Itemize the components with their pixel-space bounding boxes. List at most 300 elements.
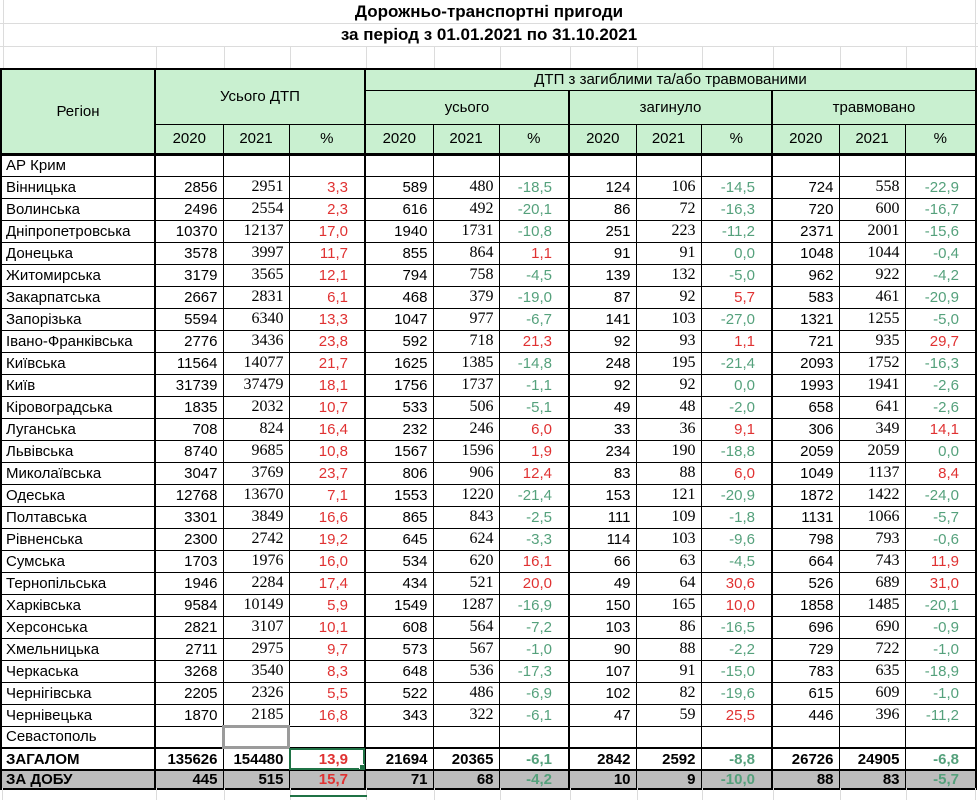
value-cell[interactable]: 90 (569, 638, 636, 660)
value-cell[interactable]: 91 (636, 660, 701, 682)
region-cell[interactable]: Львівська (1, 440, 155, 462)
percent-cell[interactable]: 16,8 (289, 704, 365, 726)
percent-cell[interactable]: 5,7 (701, 286, 772, 308)
value-cell[interactable]: 1940 (365, 220, 433, 242)
percent-cell[interactable]: 6,0 (701, 462, 772, 484)
value-cell[interactable]: 3997 (223, 242, 289, 264)
percent-cell[interactable]: -15,6 (905, 220, 976, 242)
col-header-percent[interactable]: % (701, 124, 772, 154)
value-cell[interactable]: 14077 (223, 352, 289, 374)
value-cell[interactable]: 1220 (433, 484, 499, 506)
value-cell[interactable]: 103 (636, 528, 701, 550)
value-cell[interactable]: 1596 (433, 440, 499, 462)
percent-cell[interactable]: -20,9 (701, 484, 772, 506)
value-cell[interactable]: 2371 (772, 220, 839, 242)
value-cell[interactable] (839, 726, 905, 748)
value-cell[interactable]: 1858 (772, 594, 839, 616)
value-cell[interactable]: 72 (636, 198, 701, 220)
value-cell[interactable]: 434 (365, 572, 433, 594)
value-cell[interactable]: 824 (223, 418, 289, 440)
value-cell[interactable]: 1946 (155, 572, 223, 594)
value-cell[interactable]: 724 (772, 176, 839, 198)
footer-row-label[interactable]: ЗА ДОБУ (1, 770, 155, 789)
region-cell[interactable]: Харківська (1, 594, 155, 616)
value-cell[interactable]: 2059 (772, 440, 839, 462)
value-cell[interactable]: 3301 (155, 506, 223, 528)
value-cell[interactable]: 6340 (223, 308, 289, 330)
percent-cell[interactable]: -16,3 (701, 198, 772, 220)
percent-cell[interactable]: 16,6 (289, 506, 365, 528)
percent-cell[interactable] (499, 154, 569, 176)
col-header-region[interactable]: Регіон (1, 69, 155, 154)
region-cell[interactable]: Волинська (1, 198, 155, 220)
col-header-percent[interactable]: % (499, 124, 569, 154)
percent-cell[interactable]: -1,0 (905, 682, 976, 704)
value-cell[interactable]: 92 (636, 374, 701, 396)
region-cell[interactable]: Чернігівська (1, 682, 155, 704)
value-cell[interactable] (223, 154, 289, 176)
percent-cell[interactable]: -4,2 (499, 770, 569, 789)
percent-cell[interactable]: -21,4 (701, 352, 772, 374)
value-cell[interactable]: 103 (636, 308, 701, 330)
percent-cell[interactable]: 10,8 (289, 440, 365, 462)
value-cell[interactable]: 106 (636, 176, 701, 198)
percent-cell[interactable]: 6,0 (499, 418, 569, 440)
value-cell[interactable]: 2711 (155, 638, 223, 660)
value-cell[interactable]: 609 (839, 682, 905, 704)
value-cell[interactable]: 232 (365, 418, 433, 440)
value-cell[interactable]: 977 (433, 308, 499, 330)
value-cell[interactable]: 87 (569, 286, 636, 308)
value-cell[interactable]: 322 (433, 704, 499, 726)
percent-cell[interactable]: 29,7 (905, 330, 976, 352)
value-cell[interactable]: 71 (365, 770, 433, 789)
percent-cell[interactable]: 5,5 (289, 682, 365, 704)
value-cell[interactable]: 536 (433, 660, 499, 682)
footer-row-label[interactable]: ЗАГАЛОМ (1, 748, 155, 770)
value-cell[interactable]: 3540 (223, 660, 289, 682)
col-header-year-2021[interactable]: 2021 (636, 124, 701, 154)
percent-cell[interactable]: 9,1 (701, 418, 772, 440)
value-cell[interactable]: 2821 (155, 616, 223, 638)
value-cell[interactable]: 3565 (223, 264, 289, 286)
value-cell[interactable]: 111 (569, 506, 636, 528)
value-cell[interactable]: 86 (636, 616, 701, 638)
value-cell[interactable]: 5594 (155, 308, 223, 330)
value-cell[interactable]: 36 (636, 418, 701, 440)
percent-cell[interactable]: -4,5 (499, 264, 569, 286)
region-cell[interactable]: Житомирська (1, 264, 155, 286)
percent-cell[interactable]: 15,7 (289, 770, 365, 789)
value-cell[interactable] (636, 154, 701, 176)
value-cell[interactable] (365, 726, 433, 748)
value-cell[interactable]: 2554 (223, 198, 289, 220)
value-cell[interactable]: 573 (365, 638, 433, 660)
percent-cell[interactable]: 8,4 (905, 462, 976, 484)
value-cell[interactable]: 935 (839, 330, 905, 352)
percent-cell[interactable]: -6,8 (905, 748, 976, 770)
percent-cell[interactable]: -20,1 (499, 198, 569, 220)
value-cell[interactable]: 708 (155, 418, 223, 440)
percent-cell[interactable]: -1,1 (499, 374, 569, 396)
value-cell[interactable]: 1066 (839, 506, 905, 528)
region-cell[interactable]: Миколаївська (1, 462, 155, 484)
percent-cell[interactable]: 7,1 (289, 484, 365, 506)
region-cell[interactable]: Запорізька (1, 308, 155, 330)
value-cell[interactable]: 645 (365, 528, 433, 550)
value-cell[interactable] (433, 154, 499, 176)
value-cell[interactable]: 758 (433, 264, 499, 286)
percent-cell[interactable]: -0,6 (905, 528, 976, 550)
value-cell[interactable]: 10370 (155, 220, 223, 242)
percent-cell[interactable]: -6,9 (499, 682, 569, 704)
value-cell[interactable]: 124 (569, 176, 636, 198)
value-cell[interactable]: 1287 (433, 594, 499, 616)
value-cell[interactable] (155, 154, 223, 176)
value-cell[interactable]: 658 (772, 396, 839, 418)
value-cell[interactable]: 48 (636, 396, 701, 418)
value-cell[interactable]: 624 (433, 528, 499, 550)
value-cell[interactable]: 3849 (223, 506, 289, 528)
value-cell[interactable]: 2300 (155, 528, 223, 550)
percent-cell[interactable]: 1,1 (499, 242, 569, 264)
value-cell[interactable]: 3107 (223, 616, 289, 638)
percent-cell[interactable]: 16,1 (499, 550, 569, 572)
region-cell[interactable]: Київська (1, 352, 155, 374)
col-subgroup-died[interactable]: загинуло (569, 90, 772, 124)
value-cell[interactable]: 843 (433, 506, 499, 528)
region-cell[interactable]: Івано-Франківська (1, 330, 155, 352)
col-header-year-2021[interactable]: 2021 (433, 124, 499, 154)
percent-cell[interactable]: -16,3 (905, 352, 976, 374)
value-cell[interactable]: 83 (569, 462, 636, 484)
percent-cell[interactable]: -9,6 (701, 528, 772, 550)
percent-cell[interactable]: 6,1 (289, 286, 365, 308)
value-cell[interactable]: 564 (433, 616, 499, 638)
value-cell[interactable]: 648 (365, 660, 433, 682)
percent-cell[interactable]: 12,4 (499, 462, 569, 484)
percent-cell[interactable]: -16,9 (499, 594, 569, 616)
value-cell[interactable]: 64 (636, 572, 701, 594)
value-cell[interactable]: 1422 (839, 484, 905, 506)
percent-cell[interactable]: -5,7 (905, 770, 976, 789)
value-cell[interactable] (569, 154, 636, 176)
value-cell[interactable]: 9584 (155, 594, 223, 616)
percent-cell[interactable]: -16,7 (905, 198, 976, 220)
selected-cell[interactable]: 13,9 (289, 748, 365, 770)
value-cell[interactable]: 31739 (155, 374, 223, 396)
region-cell[interactable]: АР Крим (1, 154, 155, 176)
percent-cell[interactable]: 9,7 (289, 638, 365, 660)
value-cell[interactable]: 592 (365, 330, 433, 352)
value-cell[interactable]: 2284 (223, 572, 289, 594)
region-cell[interactable]: Кіровоградська (1, 396, 155, 418)
percent-cell[interactable]: -5,0 (905, 308, 976, 330)
percent-cell[interactable]: 3,3 (289, 176, 365, 198)
value-cell[interactable]: 615 (772, 682, 839, 704)
value-cell[interactable]: 349 (839, 418, 905, 440)
percent-cell[interactable]: -2,2 (701, 638, 772, 660)
col-header-year-2020[interactable]: 2020 (772, 124, 839, 154)
percent-cell[interactable]: 20,0 (499, 572, 569, 594)
value-cell[interactable]: 63 (636, 550, 701, 572)
percent-cell[interactable]: 5,9 (289, 594, 365, 616)
value-cell[interactable]: 1993 (772, 374, 839, 396)
value-cell[interactable]: 114 (569, 528, 636, 550)
percent-cell[interactable]: 1,9 (499, 440, 569, 462)
region-cell[interactable]: Черкаська (1, 660, 155, 682)
value-cell[interactable]: 1255 (839, 308, 905, 330)
value-cell[interactable]: 47 (569, 704, 636, 726)
value-cell[interactable]: 521 (433, 572, 499, 594)
percent-cell[interactable]: -2,6 (905, 374, 976, 396)
percent-cell[interactable]: -22,9 (905, 176, 976, 198)
percent-cell[interactable]: -5,0 (701, 264, 772, 286)
value-cell[interactable]: 2842 (569, 748, 636, 770)
percent-cell[interactable]: -11,2 (701, 220, 772, 242)
percent-cell[interactable]: -5,7 (905, 506, 976, 528)
percent-cell[interactable]: 31,0 (905, 572, 976, 594)
percent-cell[interactable]: -2,6 (905, 396, 976, 418)
value-cell[interactable]: 83 (839, 770, 905, 789)
value-cell[interactable]: 2975 (223, 638, 289, 660)
value-cell[interactable]: 3268 (155, 660, 223, 682)
value-cell[interactable]: 93 (636, 330, 701, 352)
value-cell[interactable] (636, 726, 701, 748)
value-cell[interactable]: 21694 (365, 748, 433, 770)
value-cell[interactable]: 2059 (839, 440, 905, 462)
value-cell[interactable]: 246 (433, 418, 499, 440)
value-cell[interactable]: 24905 (839, 748, 905, 770)
percent-cell[interactable]: -10,8 (499, 220, 569, 242)
value-cell[interactable]: 10 (569, 770, 636, 789)
value-cell[interactable]: 1553 (365, 484, 433, 506)
value-cell[interactable]: 589 (365, 176, 433, 198)
percent-cell[interactable]: -19,6 (701, 682, 772, 704)
value-cell[interactable]: 1703 (155, 550, 223, 572)
value-cell[interactable]: 480 (433, 176, 499, 198)
value-cell[interactable]: 66 (569, 550, 636, 572)
value-cell[interactable]: 906 (433, 462, 499, 484)
value-cell[interactable]: 689 (839, 572, 905, 594)
value-cell[interactable]: 20365 (433, 748, 499, 770)
value-cell[interactable]: 446 (772, 704, 839, 726)
value-cell[interactable]: 3578 (155, 242, 223, 264)
value-cell[interactable]: 1485 (839, 594, 905, 616)
percent-cell[interactable]: -20,1 (905, 594, 976, 616)
col-header-percent[interactable]: % (289, 124, 365, 154)
percent-cell[interactable]: -21,4 (499, 484, 569, 506)
value-cell[interactable]: 103 (569, 616, 636, 638)
value-cell[interactable]: 729 (772, 638, 839, 660)
percent-cell[interactable]: -18,5 (499, 176, 569, 198)
value-cell[interactable]: 515 (223, 770, 289, 789)
percent-cell[interactable]: 14,1 (905, 418, 976, 440)
value-cell[interactable]: 2667 (155, 286, 223, 308)
percent-cell[interactable]: -11,2 (905, 704, 976, 726)
value-cell[interactable]: 92 (636, 286, 701, 308)
region-cell[interactable]: Дніпропетровська (1, 220, 155, 242)
value-cell[interactable]: 91 (569, 242, 636, 264)
value-cell[interactable]: 1835 (155, 396, 223, 418)
value-cell[interactable]: 855 (365, 242, 433, 264)
percent-cell[interactable]: 1,1 (701, 330, 772, 352)
percent-cell[interactable]: -14,5 (701, 176, 772, 198)
value-cell[interactable]: 461 (839, 286, 905, 308)
percent-cell[interactable]: -1,0 (905, 638, 976, 660)
value-cell[interactable]: 608 (365, 616, 433, 638)
value-cell[interactable]: 696 (772, 616, 839, 638)
percent-cell[interactable]: 21,3 (499, 330, 569, 352)
percent-cell[interactable]: -16,5 (701, 616, 772, 638)
region-cell[interactable]: Тернопільська (1, 572, 155, 594)
value-cell[interactable]: 798 (772, 528, 839, 550)
percent-cell[interactable] (499, 726, 569, 748)
percent-cell[interactable]: -7,2 (499, 616, 569, 638)
percent-cell[interactable]: 11,7 (289, 242, 365, 264)
value-cell[interactable]: 635 (839, 660, 905, 682)
region-cell[interactable]: Севастополь (1, 726, 155, 748)
percent-cell[interactable] (905, 726, 976, 748)
percent-cell[interactable]: -8,8 (701, 748, 772, 770)
value-cell[interactable]: 396 (839, 704, 905, 726)
percent-cell[interactable]: -1,0 (499, 638, 569, 660)
value-cell[interactable]: 68 (433, 770, 499, 789)
percent-cell[interactable]: -18,9 (905, 660, 976, 682)
value-cell[interactable]: 743 (839, 550, 905, 572)
percent-cell[interactable]: -27,0 (701, 308, 772, 330)
value-cell[interactable]: 13670 (223, 484, 289, 506)
percent-cell[interactable]: -15,0 (701, 660, 772, 682)
value-cell[interactable]: 720 (772, 198, 839, 220)
value-cell[interactable]: 139 (569, 264, 636, 286)
percent-cell[interactable]: 0,0 (701, 374, 772, 396)
value-cell[interactable]: 3436 (223, 330, 289, 352)
col-header-year-2020[interactable]: 2020 (155, 124, 223, 154)
col-group-total-accidents[interactable]: Усього ДТП (155, 69, 365, 124)
percent-cell[interactable]: -17,3 (499, 660, 569, 682)
value-cell[interactable]: 306 (772, 418, 839, 440)
col-header-year-2021[interactable]: 2021 (223, 124, 289, 154)
value-cell[interactable]: 1048 (772, 242, 839, 264)
percent-cell[interactable]: -24,0 (905, 484, 976, 506)
value-cell[interactable]: 962 (772, 264, 839, 286)
percent-cell[interactable]: -18,8 (701, 440, 772, 462)
value-cell[interactable]: 1731 (433, 220, 499, 242)
value-cell[interactable]: 343 (365, 704, 433, 726)
value-cell[interactable]: 583 (772, 286, 839, 308)
value-cell[interactable]: 26726 (772, 748, 839, 770)
percent-cell[interactable]: -3,3 (499, 528, 569, 550)
percent-cell[interactable] (701, 726, 772, 748)
value-cell[interactable]: 379 (433, 286, 499, 308)
value-cell[interactable]: 11564 (155, 352, 223, 374)
col-group-casualties[interactable]: ДТП з загиблими та/або травмованими (365, 69, 976, 90)
value-cell[interactable]: 1941 (839, 374, 905, 396)
percent-cell[interactable]: -10,0 (701, 770, 772, 789)
region-cell[interactable]: Київ (1, 374, 155, 396)
value-cell[interactable]: 3179 (155, 264, 223, 286)
percent-cell[interactable]: -5,1 (499, 396, 569, 418)
percent-cell[interactable] (289, 726, 365, 748)
percent-cell[interactable]: 23,8 (289, 330, 365, 352)
percent-cell[interactable]: -2,0 (701, 396, 772, 418)
value-cell[interactable]: 154480 (223, 748, 289, 770)
percent-cell[interactable]: 17,4 (289, 572, 365, 594)
value-cell[interactable]: 195 (636, 352, 701, 374)
value-cell[interactable]: 1737 (433, 374, 499, 396)
percent-cell[interactable] (701, 154, 772, 176)
percent-cell[interactable]: -6,1 (499, 704, 569, 726)
value-cell[interactable]: 86 (569, 198, 636, 220)
value-cell[interactable]: 88 (636, 462, 701, 484)
value-cell[interactable]: 2032 (223, 396, 289, 418)
value-cell[interactable]: 153 (569, 484, 636, 506)
value-cell[interactable] (839, 154, 905, 176)
col-subgroup-total[interactable]: усього (365, 90, 569, 124)
percent-cell[interactable]: -2,5 (499, 506, 569, 528)
percent-cell[interactable]: 0,0 (905, 440, 976, 462)
percent-cell[interactable]: 0,0 (701, 242, 772, 264)
percent-cell[interactable] (905, 154, 976, 176)
value-cell[interactable] (365, 154, 433, 176)
value-cell[interactable]: 2205 (155, 682, 223, 704)
value-cell[interactable]: 690 (839, 616, 905, 638)
value-cell[interactable]: 616 (365, 198, 433, 220)
percent-cell[interactable]: -0,9 (905, 616, 976, 638)
value-cell[interactable]: 88 (636, 638, 701, 660)
value-cell[interactable]: 248 (569, 352, 636, 374)
value-cell[interactable]: 1756 (365, 374, 433, 396)
value-cell[interactable]: 59 (636, 704, 701, 726)
value-cell[interactable]: 445 (155, 770, 223, 789)
value-cell[interactable]: 1567 (365, 440, 433, 462)
value-cell[interactable]: 864 (433, 242, 499, 264)
region-cell[interactable]: Луганська (1, 418, 155, 440)
value-cell[interactable]: 794 (365, 264, 433, 286)
value-cell[interactable]: 1872 (772, 484, 839, 506)
value-cell[interactable]: 190 (636, 440, 701, 462)
value-cell[interactable]: 641 (839, 396, 905, 418)
percent-cell[interactable] (289, 154, 365, 176)
region-cell[interactable]: Вінницька (1, 176, 155, 198)
value-cell[interactable]: 2326 (223, 682, 289, 704)
value-cell[interactable]: 3769 (223, 462, 289, 484)
value-cell[interactable]: 107 (569, 660, 636, 682)
percent-cell[interactable]: -4,2 (905, 264, 976, 286)
value-cell[interactable] (155, 726, 223, 748)
value-cell[interactable]: 2496 (155, 198, 223, 220)
percent-cell[interactable]: -20,9 (905, 286, 976, 308)
value-cell[interactable]: 9 (636, 770, 701, 789)
value-cell[interactable]: 468 (365, 286, 433, 308)
value-cell[interactable]: 806 (365, 462, 433, 484)
value-cell[interactable]: 141 (569, 308, 636, 330)
value-cell[interactable] (772, 726, 839, 748)
percent-cell[interactable]: 10,7 (289, 396, 365, 418)
value-cell[interactable]: 234 (569, 440, 636, 462)
percent-cell[interactable]: 19,2 (289, 528, 365, 550)
value-cell[interactable]: 2776 (155, 330, 223, 352)
value-cell[interactable]: 12768 (155, 484, 223, 506)
value-cell[interactable]: 1049 (772, 462, 839, 484)
value-cell[interactable]: 865 (365, 506, 433, 528)
value-cell[interactable]: 91 (636, 242, 701, 264)
value-cell[interactable]: 88 (772, 770, 839, 789)
value-cell[interactable]: 165 (636, 594, 701, 616)
percent-cell[interactable]: 25,5 (701, 704, 772, 726)
value-cell[interactable]: 121 (636, 484, 701, 506)
